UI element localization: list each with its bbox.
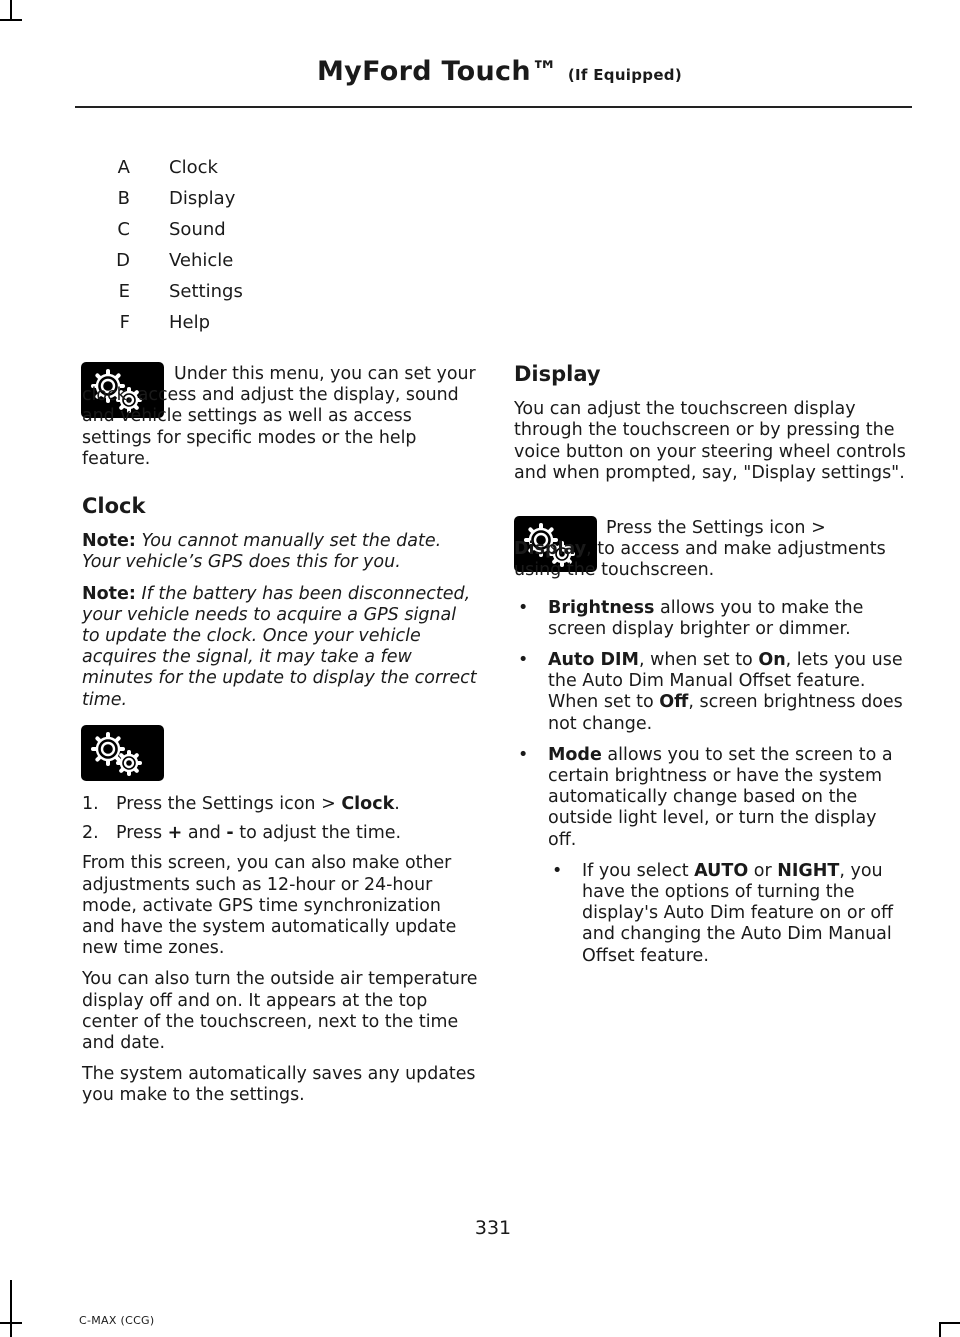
note-label: Note: bbox=[82, 531, 136, 552]
header-rule bbox=[75, 106, 912, 108]
header-title-text: MyFord Touch™ bbox=[317, 56, 559, 87]
press-text: , to access and make adjustments using the touchscreen. bbox=[514, 539, 886, 581]
legend-key: B bbox=[117, 188, 130, 209]
bullet-text: allows you to make the screen display brighter or dimmer. bbox=[548, 597, 864, 639]
note-text: You cannot manually set the date. Your vehicle’s GPS does this for you. bbox=[82, 531, 442, 573]
intro-text: Under this menu, you can set your clock, access and adjust the display, sound and vehicle settings as well as access settings for specific modes or the help feature. bbox=[82, 364, 476, 469]
step-number: 2. bbox=[82, 823, 99, 844]
step-text: and bbox=[187, 823, 221, 844]
crop-mark bbox=[0, 1322, 22, 1324]
legend-item bbox=[80, 281, 380, 309]
crop-mark bbox=[10, 0, 12, 20]
bullet-text: , lets you use the Auto Dim Manual Offset feature. When set to bbox=[548, 650, 903, 713]
bullet-text: allows you to set the screen to a certain brightness or have the system automatically change based on the outside light level, or turn the display off. bbox=[548, 744, 893, 850]
legend-label: Sound bbox=[169, 219, 226, 240]
note-1 bbox=[82, 531, 478, 573]
step-number: 1. bbox=[82, 794, 99, 814]
plus-symbol: + bbox=[167, 823, 183, 844]
header-subtitle-text: (If Equipped) bbox=[567, 66, 682, 84]
minus-symbol: - bbox=[226, 823, 234, 844]
press-paragraph bbox=[514, 518, 908, 582]
crop-mark bbox=[939, 1322, 960, 1324]
bullet-bold: Mode bbox=[548, 744, 602, 765]
subbullet-auto-night bbox=[514, 861, 908, 967]
display-intro: You can adjust the touchscreen display through the touchscreen or by pressing the voice button on your steering wheel controls and when prompted, say, "Display settings". bbox=[514, 399, 906, 483]
legend-item bbox=[80, 157, 380, 185]
bullet-brightness bbox=[514, 598, 908, 640]
note-label: Note: bbox=[82, 583, 136, 604]
legend-item bbox=[80, 250, 380, 278]
step-text: to adjust the time. bbox=[239, 823, 402, 844]
step-text: Press bbox=[116, 823, 163, 844]
legend-key: C bbox=[117, 219, 130, 240]
legend-key: A bbox=[117, 157, 130, 178]
legend-item bbox=[80, 188, 380, 216]
subbullet-text: , you have the options of turning the display's Auto Dim feature on or off and changing the Auto Dim Manual Offset feature. bbox=[582, 860, 894, 966]
note-2 bbox=[82, 584, 478, 711]
legend-item bbox=[80, 219, 380, 247]
step-text: . bbox=[394, 794, 400, 814]
paragraph: You can also turn the outside air temperature display off and on. It appears at the top center of the touchscreen, next to the time and date. bbox=[82, 969, 478, 1054]
legend-label: Settings bbox=[169, 281, 243, 302]
note-text: If the battery has been disconnected, your vehicle needs to acquire a GPS signal to update the clock. Once your vehicle acquires the signal, it may take a few minutes for the update to display the correct time. bbox=[82, 583, 477, 710]
crop-mark bbox=[939, 1322, 941, 1337]
bullet-text: , screen brightness does not change. bbox=[548, 692, 903, 734]
display-section bbox=[514, 364, 908, 494]
display-bold: Display bbox=[514, 539, 587, 560]
clock-steps bbox=[82, 794, 478, 1117]
legend-key: F bbox=[119, 312, 130, 333]
crop-mark bbox=[0, 19, 22, 21]
subbullet-text: or bbox=[748, 860, 778, 881]
display-instructions bbox=[514, 518, 908, 977]
legend-key: D bbox=[116, 250, 130, 271]
settings-gear-icon bbox=[81, 725, 164, 781]
intro-paragraph bbox=[82, 364, 478, 470]
footer-model: C-MAX (CCG) bbox=[79, 1314, 155, 1327]
left-column bbox=[82, 364, 478, 480]
off-bold: Off bbox=[659, 692, 689, 713]
night-bold: NIGHT bbox=[777, 860, 840, 881]
clock-heading: Clock bbox=[82, 494, 146, 518]
display-heading: Display bbox=[514, 362, 601, 386]
bullet-mode bbox=[514, 745, 908, 851]
paragraph: From this screen, you can also make other adjustments such as 12-hour or 24-hour mode, activate GPS time synchronization and have the system automatically update new time zones. bbox=[82, 853, 457, 959]
page-number: 331 bbox=[474, 1217, 512, 1239]
press-text: Press the Settings icon > bbox=[606, 518, 826, 538]
clock-section bbox=[82, 496, 478, 721]
paragraph: The system automatically saves any updates you make to the settings. bbox=[82, 1064, 476, 1106]
legend-label: Display bbox=[169, 188, 236, 209]
auto-bold: AUTO bbox=[694, 860, 749, 881]
bullet-bold: Auto DIM bbox=[548, 650, 639, 671]
step-1 bbox=[82, 794, 478, 815]
step-2 bbox=[82, 823, 478, 844]
crop-mark bbox=[10, 1280, 12, 1337]
step-bold: Clock bbox=[341, 794, 395, 814]
bullet-bold: Brightness bbox=[548, 597, 655, 618]
legend-label: Help bbox=[169, 312, 211, 333]
legend-label: Clock bbox=[169, 157, 218, 178]
step-text: Press the Settings icon > bbox=[116, 794, 336, 814]
legend-key: E bbox=[118, 281, 130, 302]
legend-item bbox=[80, 312, 380, 340]
subbullet-text: If you select bbox=[582, 860, 695, 881]
bullet-auto-dim bbox=[514, 650, 908, 735]
page-header-title bbox=[317, 56, 682, 87]
bullet-text: , when set to bbox=[638, 650, 759, 671]
legend-label: Vehicle bbox=[169, 250, 234, 271]
on-bold: On bbox=[758, 650, 786, 671]
